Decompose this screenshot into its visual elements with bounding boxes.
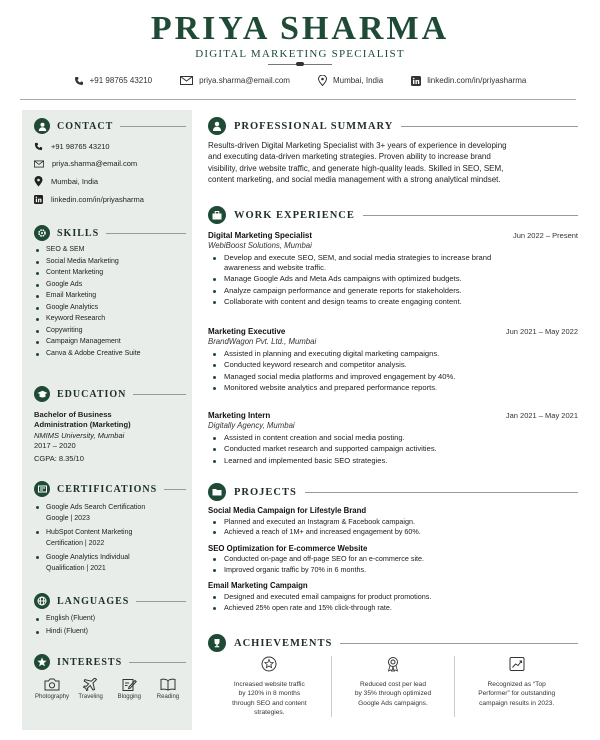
resume-title: DIGITAL MARKETING SPECIALIST [195,48,405,60]
job-bullet: Managed social media platforms and improved engagement by 40%. [208,372,578,382]
header-linkedin[interactable] [411,75,526,86]
job-bullet: Assisted in planning and executing digital marketing campaigns. [208,349,578,359]
job-dates: Jan 2021 – May 2021 [505,411,578,420]
project-entry [208,506,578,537]
job-bullet: Collaborate with content and design teams to create engaging content. [208,297,578,307]
skill-item: Email Marketing [34,292,186,300]
project-title: Email Marketing Campaign [208,581,308,591]
header-location [318,75,383,86]
sidebar [22,110,192,730]
certification-item: HubSpot Content Marketing Certification | 2022 [34,528,186,549]
sidebar-education-section [34,386,186,463]
project-title: Social Media Campaign for Lifestyle Brand [208,506,367,515]
header-linkedin-text: linkedin.com/in/priyasharma [427,76,527,85]
star-badge-icon [261,656,277,672]
job-dates: Jun 2022 – Present [512,231,578,240]
briefcase-icon [208,206,226,224]
folder-icon [208,483,226,501]
project-bullet: Planned and executed an Instagram & Facebook campaign. [208,517,578,526]
project-title: SEO Optimization for E-commerce Website [208,543,368,553]
skill-item: Content Marketing [34,269,186,277]
airplane-icon [83,678,98,691]
book-icon [160,678,176,691]
award-ribbon-icon [385,656,401,672]
skill-item: Campaign Management [34,338,186,346]
job-bullet: Monitored website analytics and prepared performance reports. [208,383,578,393]
job-dates: Jun 2021 – May 2022 [505,327,578,336]
email-icon [180,76,193,85]
header-phone[interactable] [74,75,153,86]
language-item: English (Fluent) [34,615,186,623]
gear-icon [34,225,50,241]
achievement-item: Reduced cost per lead by 35% through optimized Google Ads campaigns. [332,656,456,717]
sidebar-languages-section [34,593,186,636]
title-divider-dot [296,62,304,66]
sidebar-linkedin[interactable]: linkedin.com/in/priyasharma [34,195,186,204]
job-bullet: Conducted keyword research and competitor analysis. [208,360,578,370]
sidebar-location: Mumbai, India [34,176,186,187]
job-bullet: Learned and implemented basic SEO strategies. [208,456,578,466]
project-entry [208,544,578,575]
job-company: WebiBoost Solutions, Mumbai [208,241,312,250]
sidebar-skills-section [34,225,186,358]
header-email[interactable] [180,75,290,86]
achievements-heading: ACHIEVEMENTS [208,634,578,652]
person-icon [208,117,226,135]
linkedin-icon [34,195,43,204]
skill-item: Social Media Marketing [34,258,186,266]
skill-item: Google Analytics [34,304,186,312]
skill-item: Keyword Research [34,315,186,323]
language-item: Hindi (Fluent) [34,628,186,636]
achievements-list [208,656,578,717]
job-bullet: Assisted in content creation and social media posting. [208,433,578,443]
sidebar-contact-heading: CONTACT [34,118,186,134]
summary-text: Results-driven Digital Marketing Specialist with 3+ years of experience in developing and executing data-driven marketing strategies. Proven ability to increase brand visibility, drive website traffic, and generate high-quality leads. Skilled in SEO, SEM, content marketing, and social media management with a strong analytical mindset. [208,141,507,185]
achievement-item: Increased website traffic by 120% in 8 months through SEO and content strategies. [208,656,332,717]
job-entry [208,231,578,307]
header-divider [20,99,576,100]
interest-reading: Reading [150,678,186,700]
email-icon [34,160,44,168]
project-bullet: Improved organic traffic by 70% in 6 months. [208,565,578,574]
sidebar-certifications-section [34,481,186,574]
sidebar-languages-heading: LANGUAGES [34,593,186,609]
sidebar-education-heading: EDUCATION [34,386,186,402]
star-icon [34,654,50,670]
skill-item: SEO & SEM [34,246,186,254]
phone-icon [34,142,43,151]
sidebar-certifications-heading: CERTIFICATIONS [34,481,186,497]
sidebar-skills-heading: SKILLS [34,225,186,241]
job-bullet: Analyze campaign performance and generate reports for stakeholders. [208,286,578,296]
project-bullet: Achieved a reach of 1M+ and increased engagement by 60%. [208,527,578,536]
globe-icon [34,593,50,609]
certification-item: Google Ads Search Certification Google | 2023 [34,503,186,524]
sidebar-interests-section [34,654,186,700]
project-entry [208,581,578,612]
education-school: NMIMS University, Mumbai [34,430,125,440]
header-phone-text: +91 98765 43210 [89,76,153,85]
job-company: Digitally Agency, Mumbai [208,421,295,430]
linkedin-icon [411,76,421,86]
person-icon [34,118,50,134]
certification-item: Google Analytics Individual Qualification | 2021 [34,553,186,574]
experience-section [208,206,578,465]
summary-heading: PROFESSIONAL SUMMARY [208,117,578,135]
sidebar-interests-heading: INTERESTS [34,654,186,670]
header-location-text: Mumbai, India [332,76,384,85]
job-company: BrandWagon Pvt. Ltd., Mumbai [208,337,317,346]
experience-heading: WORK EXPERIENCE [208,206,578,224]
projects-heading: PROJECTS [208,483,578,501]
achievements-section [208,634,578,652]
header-contact-bar [0,75,600,86]
resume-name: PRIYA SHARMA [150,10,450,47]
phone-icon [74,76,84,86]
interest-traveling: Traveling [73,678,109,700]
summary-section [208,117,578,185]
job-bullet: Conducted market research and supported campaign activities. [208,444,578,454]
header-email-text: priya.sharma@email.com [199,76,290,85]
job-title: Marketing Intern [208,411,271,420]
location-pin-icon [34,176,43,187]
job-bullet: Manage Google Ads and Meta Ads campaigns with optimized budgets. [208,274,578,284]
job-entry [208,411,578,466]
sidebar-phone[interactable]: +91 98765 43210 [34,142,186,151]
skill-item: Google Ads [34,281,186,289]
growth-chart-icon [509,656,525,672]
education-degree: Bachelor of Business Administration (Marketing) [34,410,131,430]
job-title: Marketing Executive [208,327,286,336]
job-bullet: Develop and execute SEO, SEM, and social media strategies to increase brand awareness and website traffic. [208,253,578,273]
sidebar-email[interactable]: priya.sharma@email.com [34,159,186,168]
location-pin-icon [318,75,327,86]
education-years: 2017 – 2020 [34,440,76,450]
interest-blogging: Blogging [111,678,147,700]
graduation-cap-icon [34,386,50,402]
trophy-icon [208,634,226,652]
skill-item: Copywriting [34,327,186,335]
blog-edit-icon [122,678,137,691]
achievement-item: Recognized as “Top Performer” for outstanding campaign results in 2023. [455,656,578,717]
interest-photography: Photography [34,678,70,700]
skill-item: Canva & Adobe Creative Suite [34,350,186,358]
project-bullet: Conducted on-page and off-page SEO for an e-commerce site. [208,554,578,563]
education-cgpa: CGPA: 8.35/10 [34,453,84,463]
job-entry [208,327,578,393]
certificate-icon [34,481,50,497]
project-bullet: Achieved 25% open rate and 15% click-through rate. [208,603,578,612]
job-title: Digital Marketing Specialist [208,231,313,240]
project-bullet: Designed and executed email campaigns for product promotions. [208,592,578,601]
camera-icon [44,678,60,691]
sidebar-contact-section [34,118,186,204]
projects-section [208,483,578,612]
